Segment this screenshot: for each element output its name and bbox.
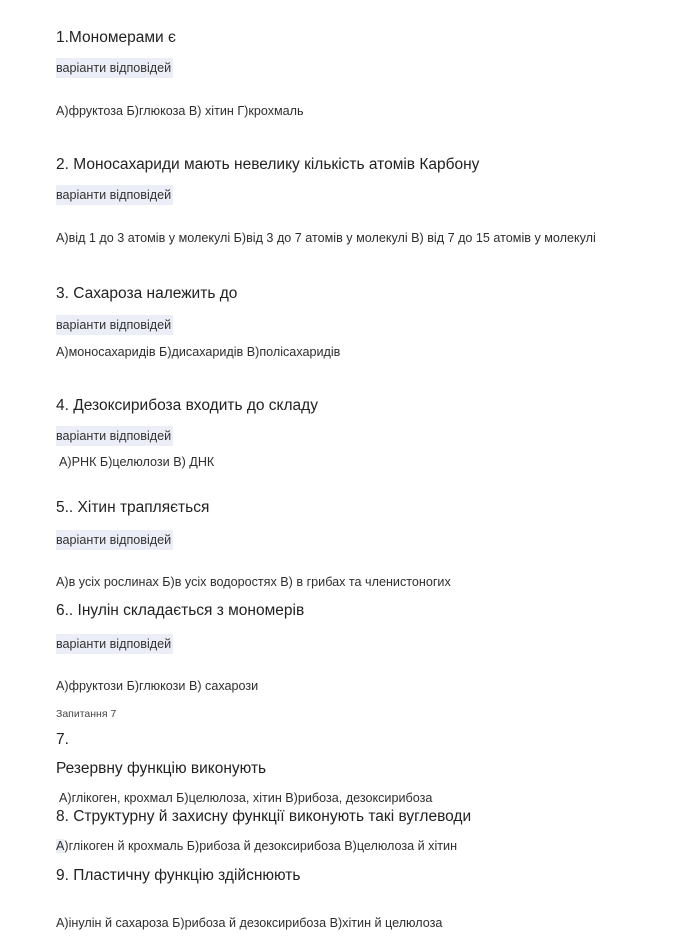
question-title: 1.Мономерами є <box>56 29 176 46</box>
answer-options-label: варіанти відповідей <box>56 58 173 78</box>
answer-options-label: варіанти відповідей <box>56 185 173 205</box>
answer-options-text: )глікоген й крохмаль Б)рибоза й дезоксирибоза В)целюлоза й хітин <box>64 839 458 853</box>
question-number: 7. <box>56 731 69 748</box>
question-title: 4. Дезоксирибоза входить до складу <box>56 397 318 414</box>
question-title: 8. Структурну й захисну функції виконують такі вуглеводи <box>56 808 472 825</box>
selected-text: А <box>56 839 65 853</box>
answer-options-label: варіанти відповідей <box>56 530 173 550</box>
answer-options: А)фруктоза Б)глюкоза В) хітин Г)крохмаль <box>56 104 304 118</box>
question-label: Запитання 7 <box>56 708 117 720</box>
answer-options: А)фруктози Б)глюкози В) сахарози <box>56 679 259 693</box>
answer-options: А)РНК Б)целюлози В) ДНК <box>59 455 215 469</box>
question-title: 9. Пластичну функцію здійснюють <box>56 867 301 884</box>
answer-options-label: варіанти відповідей <box>56 315 173 335</box>
question-title: 2. Моносахариди мають невелику кількість атомів Карбону <box>56 156 480 173</box>
answer-options: А)в усіх рослинах Б)в усіх водоростях В) в грибах та членистоногих <box>56 575 451 589</box>
answer-options-label: варіанти відповідей <box>56 634 173 654</box>
answer-options: А)глікоген, крохмал Б)целюлоза, хітин В)рибоза, дезоксирибоза <box>59 791 433 805</box>
answer-options-label: варіанти відповідей <box>56 426 173 446</box>
answer-options: А)інулін й сахароза Б)рибоза й дезоксирибоза В)хітин й целюлоза <box>56 916 443 930</box>
question-title: 3. Сахароза належить до <box>56 285 238 302</box>
answer-options <box>56 836 457 856</box>
question-title: 6.. Інулін складається з мономерів <box>56 602 305 619</box>
answer-options: А)моносахаридів Б)дисахаридів В)полісахаридів <box>56 345 341 359</box>
answer-options: А)від 1 до 3 атомів у молекулі Б)від 3 до 7 атомів у молекулі В) від 7 до 15 атомів у молекулі <box>56 231 596 245</box>
question-title: Резервну функцію виконують <box>56 760 267 777</box>
question-title: 5.. Хітин трапляється <box>56 499 210 516</box>
